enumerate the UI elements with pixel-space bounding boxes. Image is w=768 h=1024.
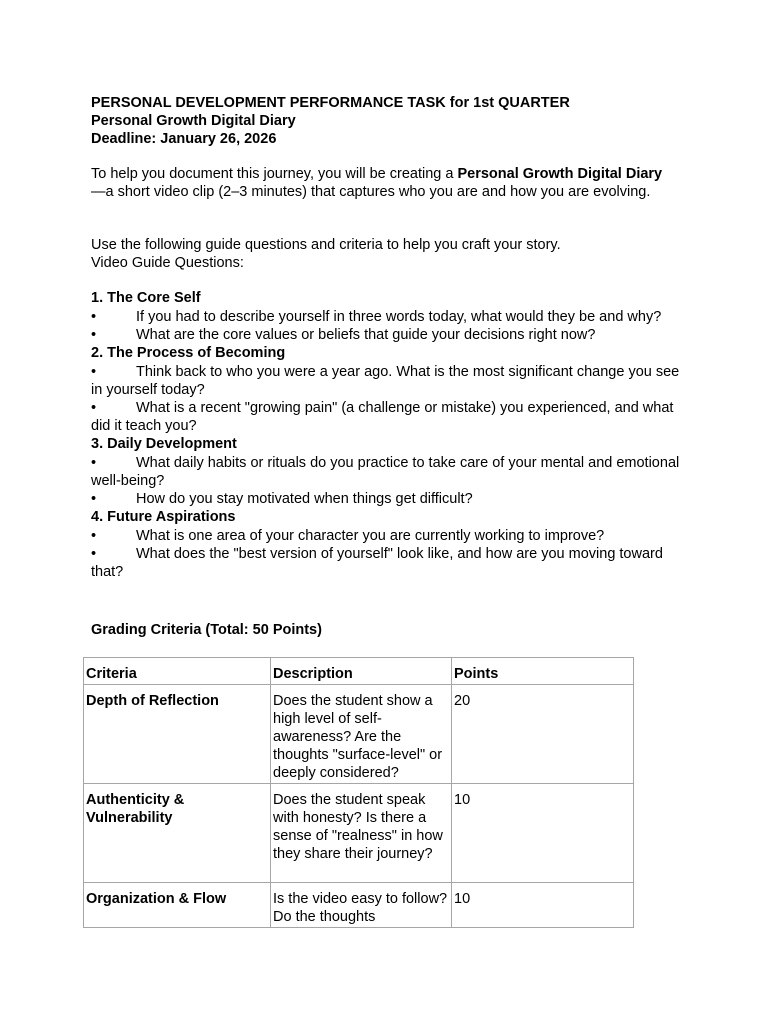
question-text: What is one area of your character you are currently working to improve? — [136, 528, 605, 544]
table-header-description: Description — [271, 658, 452, 685]
intro-paragraph — [91, 165, 671, 201]
guide-sections — [91, 289, 681, 581]
question-text: Think back to who you were a year ago. What is the most significant change you see in yourself today? — [91, 364, 680, 398]
question-text: What is a recent "growing pain" (a challenge or mistake) you experienced, and what did it teach you? — [91, 400, 674, 434]
question-text: What are the core values or beliefs that guide your decisions right now? — [136, 327, 596, 343]
guide-questions-label: Video Guide Questions: — [91, 255, 244, 271]
section-title: 3. Daily Development — [91, 436, 237, 452]
document-header — [91, 94, 570, 148]
table-row — [84, 685, 634, 784]
question-item — [91, 545, 681, 581]
grading-criteria-table — [83, 657, 634, 928]
table-row — [84, 883, 634, 928]
question-text: If you had to describe yourself in three words today, what would they be and why? — [136, 309, 662, 325]
table-row — [84, 784, 634, 883]
question-item — [91, 326, 681, 344]
criteria-cell: Authenticity & Vulnerability — [84, 784, 271, 883]
table-header-points: Points — [452, 658, 634, 685]
question-text: How do you stay motivated when things get difficult? — [136, 491, 473, 507]
guide-paragraph — [91, 236, 681, 272]
question-text: What does the "best version of yourself" look like, and how are you moving toward that? — [91, 546, 663, 580]
bullet-icon: • — [91, 491, 97, 507]
bullet-icon: • — [91, 309, 97, 325]
question-item — [91, 490, 681, 508]
question-item — [91, 527, 681, 545]
guide-instruction: Use the following guide questions and criteria to help you craft your story. — [91, 237, 561, 253]
bullet-icon: • — [91, 455, 97, 471]
bullet-icon: • — [91, 400, 97, 416]
description-cell: Is the video easy to follow? Do the thoughts — [271, 883, 452, 928]
grading-criteria-title: Grading Criteria (Total: 50 Points) — [91, 622, 322, 638]
task-title: PERSONAL DEVELOPMENT PERFORMANCE TASK for 1st QUARTER — [91, 95, 570, 111]
question-item — [91, 399, 681, 435]
question-item — [91, 454, 681, 490]
bullet-icon: • — [91, 364, 97, 380]
criteria-cell: Organization & Flow — [84, 883, 271, 928]
section-title: 1. The Core Self — [91, 290, 201, 306]
question-item — [91, 308, 681, 326]
table-header-criteria: Criteria — [84, 658, 271, 685]
points-cell: 10 — [452, 784, 634, 883]
section-title: 2. The Process of Becoming — [91, 345, 286, 361]
diary-title: Personal Growth Digital Diary — [91, 113, 296, 129]
intro-text-bold: Personal Growth Digital Diary — [457, 166, 663, 182]
bullet-icon: • — [91, 546, 97, 562]
question-text: What daily habits or rituals do you practice to take care of your mental and emotional well-being? — [91, 455, 680, 489]
intro-text-after: —a short video clip (2–3 minutes) that captures who you are and how you are evolving. — [91, 184, 651, 200]
deadline: Deadline: January 26, 2026 — [91, 131, 277, 147]
bullet-icon: • — [91, 528, 97, 544]
section-title: 4. Future Aspirations — [91, 509, 236, 525]
bullet-icon: • — [91, 327, 97, 343]
table-header-row — [84, 658, 634, 685]
criteria-cell: Depth of Reflection — [84, 685, 271, 784]
intro-text-before: To help you document this journey, you will be creating a — [91, 166, 458, 182]
description-cell: Does the student speak with honesty? Is there a sense of "realness" in how they share their journey? — [271, 784, 452, 883]
points-cell: 20 — [452, 685, 634, 784]
question-item — [91, 363, 681, 399]
description-cell: Does the student show a high level of self-awareness? Are the thoughts "surface-level" or deeply considered? — [271, 685, 452, 784]
points-cell: 10 — [452, 883, 634, 928]
